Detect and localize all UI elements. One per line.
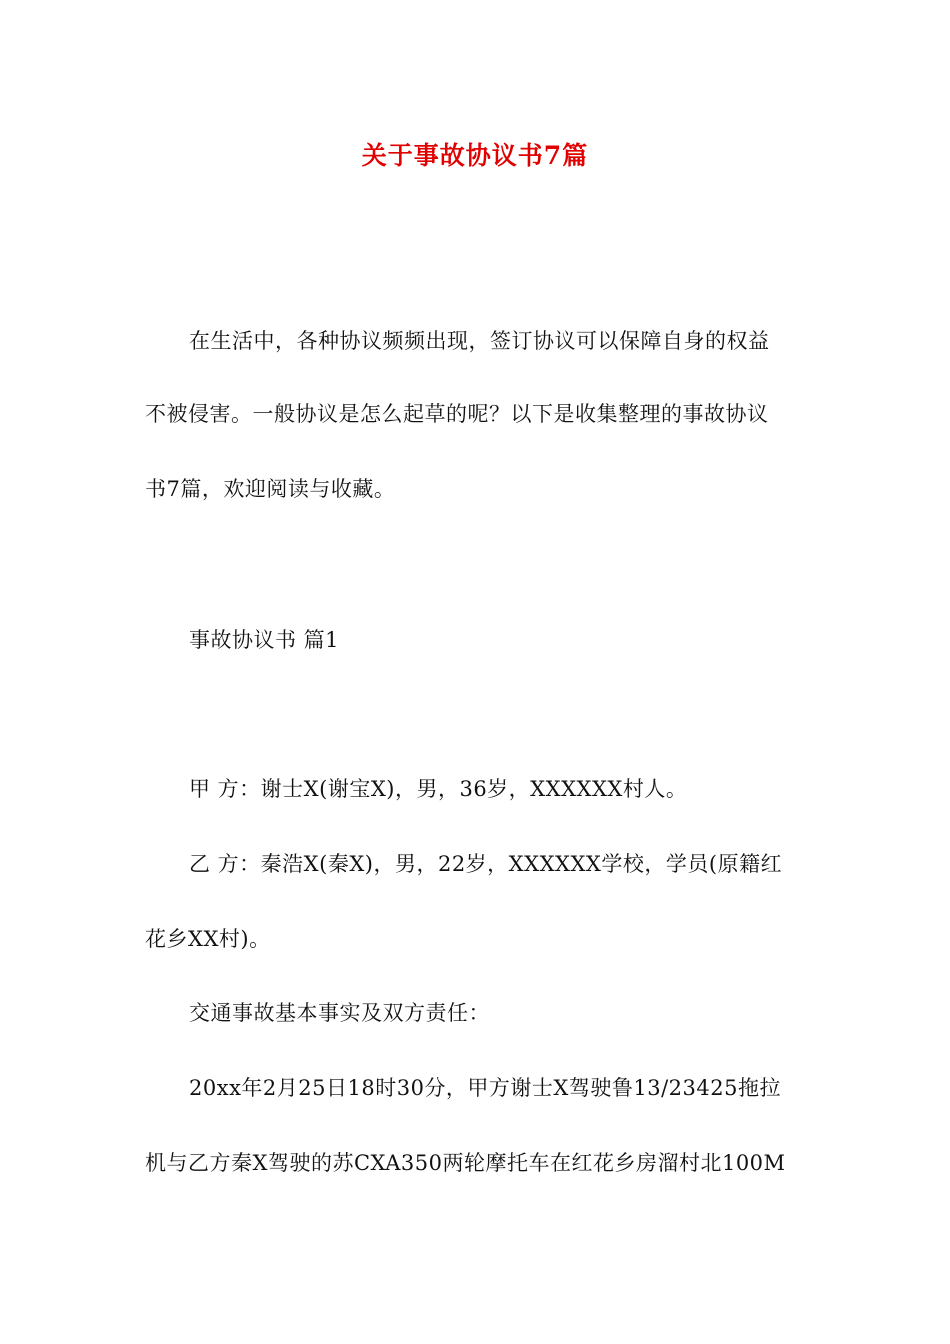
section-heading: 事故协议书 篇1 [189, 628, 340, 652]
facts-heading: 交通事故基本事实及双方责任： [189, 1001, 490, 1025]
party-a-line: 甲 方：谢士X(谢宝X)，男，36岁，XXXXXX村人。 [189, 777, 688, 801]
intro-paragraph-line-1: 在生活中，各种协议频频出现，签订协议可以保障自身的权益 [189, 329, 770, 353]
intro-paragraph-line-2: 不被侵害。一般协议是怎么起草的呢？以下是收集整理的事故协议 [145, 402, 769, 426]
party-b-line-2: 花乡XX村)。 [145, 927, 271, 951]
party-b-line-1: 乙 方：秦浩X(秦X)，男，22岁，XXXXXX学校，学员(原籍红 [189, 852, 783, 876]
document-title: 关于事故协议书7篇 [361, 141, 589, 170]
intro-paragraph-line-3: 书7篇，欢迎阅读与收藏。 [145, 477, 396, 501]
facts-paragraph-line-1: 20xx年2月25日18时30分，甲方谢士X驾驶鲁13/23425拖拉 [189, 1076, 781, 1100]
facts-paragraph-line-2: 机与乙方秦X驾驶的苏CXA350两轮摩托车在红花乡房溜村北100M [145, 1151, 786, 1175]
